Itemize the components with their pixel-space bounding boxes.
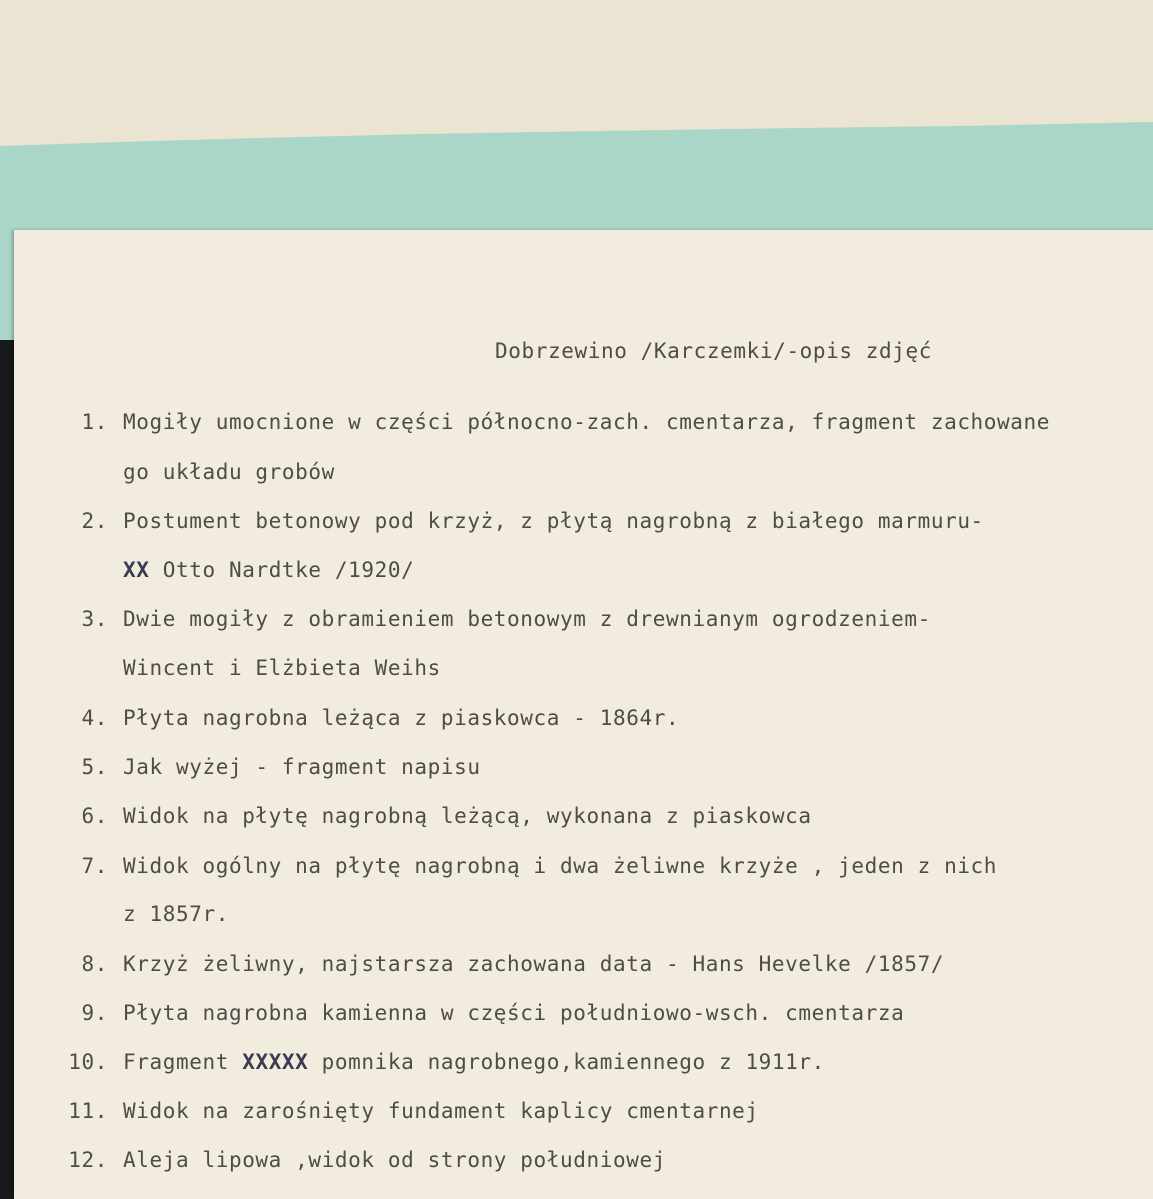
entry-number: 1. (81, 410, 108, 434)
entry-text: z 1857r. (123, 902, 229, 926)
entry-text: Otto Nardtke /1920/ (149, 558, 415, 582)
entry-number: 2. (81, 509, 108, 533)
entry-text-line (123, 1050, 825, 1074)
entry-text: Mogiły umocnione w części północno-zach. cmentarza, fragment zachowane (123, 410, 1051, 434)
entry-text: Jak wyżej - fragment napisu (123, 755, 481, 779)
entry-text: Dwie mogiły z obramieniem betonowym z drewnianym ogrodzeniem- (123, 607, 931, 631)
entry-number: 7. (81, 854, 108, 878)
entry-text: Widok na płytę nagrobną leżącą, wykonana z piaskowca (123, 804, 812, 828)
entry-text: Płyta nagrobna leżąca z piaskowca - 1864r. (123, 706, 680, 730)
entry-text: Postument betonowy pod krzyż, z płytą nagrobną z białego marmuru- (123, 509, 984, 533)
entry-text: go układu grobów (123, 460, 335, 484)
entry-number: 5. (81, 755, 108, 779)
entry-text: Płyta nagrobna kamienna w części południowo-wsch. cmentarza (123, 1001, 905, 1025)
entry-text: Widok ogólny na płytę nagrobną i dwa żeliwne krzyże , jeden z nich (123, 854, 998, 878)
entry-number: 10. (68, 1050, 108, 1074)
entry-number: 8. (81, 952, 108, 976)
entry-number: 6. (81, 804, 108, 828)
entry-text: Fragment (123, 1050, 243, 1074)
entry-text: Widok na zarośnięty fundament kaplicy cmentarnej (123, 1099, 759, 1123)
entry-text: pomnika nagrobnego,kamiennego z 1911r. (308, 1050, 825, 1074)
entry-number: 4. (81, 706, 108, 730)
struck-out-text: XX (123, 558, 150, 582)
entry-number: 12. (68, 1148, 108, 1172)
entry-number: 3. (81, 607, 108, 631)
struck-out-text: XXXXX (242, 1050, 309, 1074)
entry-number: 11. (68, 1099, 108, 1123)
entry-number: 9. (81, 1001, 108, 1025)
document-title: Dobrzewino /Karczemki/-opis zdjęć (495, 339, 933, 363)
entry-text: Wincent i Elżbieta Weihs (123, 656, 441, 680)
entry-text: Aleja lipowa ,widok od strony południowej (123, 1148, 666, 1172)
entry-text: Krzyż żeliwny, najstarsza zachowana data - Hans Hevelke /1857/ (123, 952, 945, 976)
entry-text-line (123, 558, 414, 582)
